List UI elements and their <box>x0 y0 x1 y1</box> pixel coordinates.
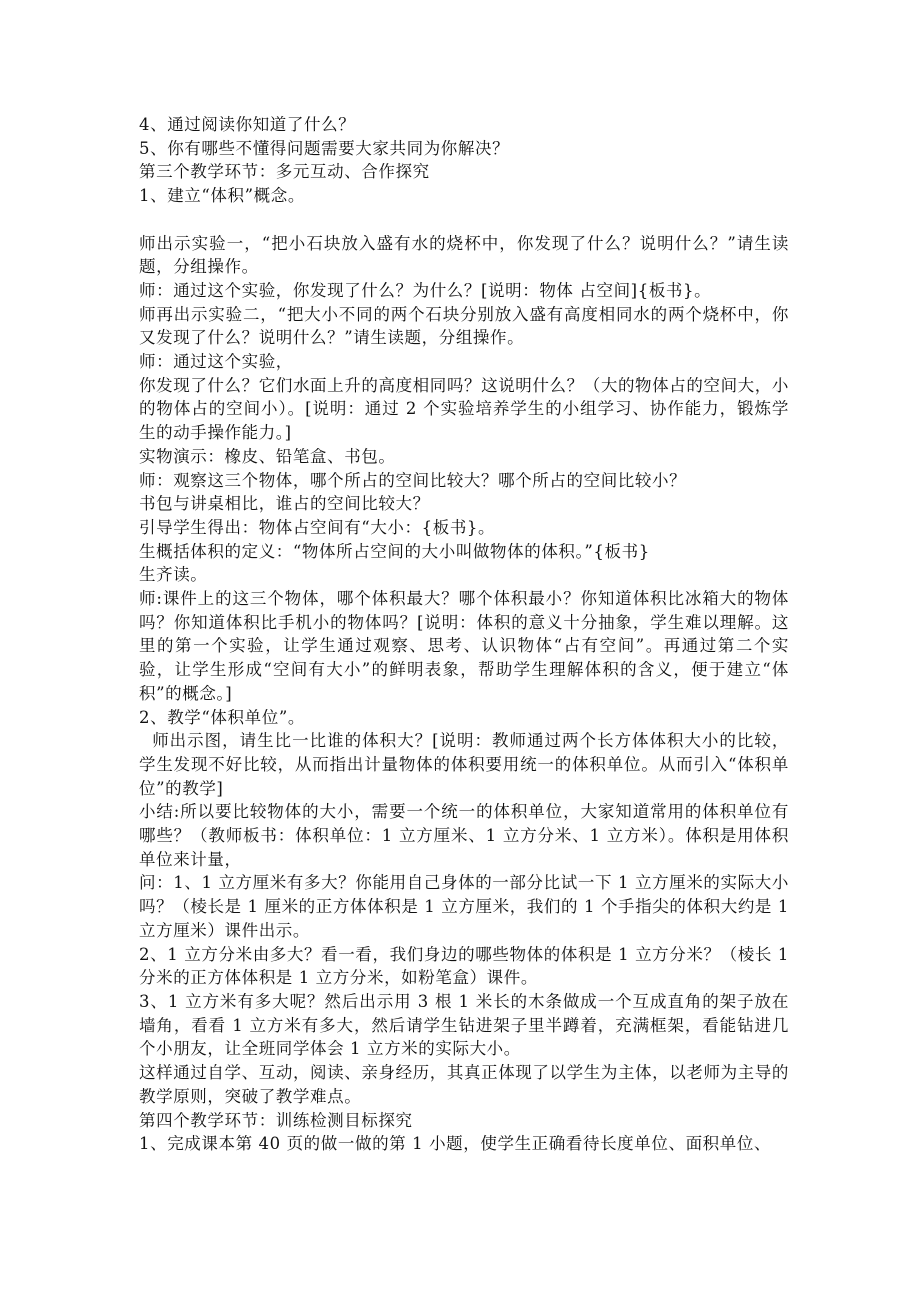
paragraph: 师：通过这个实验， <box>139 352 293 372</box>
paragraph: 师:课件上的这三个物体，哪个体积最大？哪个体积最小？你知道体积比冰箱大的物体吗？你知道体积比手机小的物体吗？[说明：体积的意义十分抽象，学生难以理解。这里的第一个实验，让学生通过观察、思考、认识物体“占有空间”。再通过第二个实验，让学生形成“空间有大小”的鲜明表象，帮助学生理解体积的含义，便于建立“体积”的概念。] <box>139 589 789 703</box>
paragraph: 第四个教学环节：训练检测目标探究 <box>139 1110 413 1130</box>
paragraph: 生齐读。 <box>139 565 208 585</box>
paragraph: 1、建立“体积”概念。 <box>139 186 305 206</box>
paragraph: 师：观察这三个物体，哪个所占的空间比较大？哪个所占的空间比较小？ <box>139 470 687 490</box>
paragraph: 这样通过自学、互动，阅读、亲身经历，其真正体现了以学生为主体，以老师为主导的教学原则，突破了教学难点。 <box>139 1063 789 1106</box>
paragraph: 引导学生得出：物体占空间有“大小：{板书}。 <box>139 517 496 537</box>
paragraph: 第三个教学环节：多元互动、合作探究 <box>139 162 430 182</box>
paragraph: 师：通过这个实验，你发现了什么？为什么？[说明：物体 占空间]{板书}。 <box>139 280 712 300</box>
paragraph: 3、1 立方米有多大呢？然后出示用 3 根 1 米长的木条做成一个互成直角的架子放在墙角，看看 1 立方米有多大，然后请学生钻进架子里半蹲着，充满框架，看能钻进几个小朋友，让全班同学体会 1 立方米的实际大小。 <box>139 992 789 1059</box>
paragraph: 小结:所以要比较物体的大小，需要一个统一的体积单位，大家知道常用的体积单位有哪些？（教师板书：体积单位：1 立方厘米、1 立方分米、1 立方米）。体积是用体积单位来计量， <box>139 802 789 869</box>
paragraph: 2、1 立方分米由多大？看一看，我们身边的哪些物体的体积是 1 立方分米？（棱长 1 分米的正方体体积是 1 立方分米，如粉笔盒）课件。 <box>139 944 789 988</box>
paragraph: 问：1、1 立方厘米有多大？你能用自己身体的一部分比试一下 1 立方厘米的实际大小吗？（棱长是 1 厘米的正方体体积是 1 立方厘米，我们的 1 个手指尖的体积大约是 1 立方厘米）课件出示。 <box>139 873 789 940</box>
paragraph: 书包与讲桌相比，谁占的空间比较大？ <box>139 494 430 514</box>
paragraph: 你发现了什么？它们水面上升的高度相同吗？这说明什么？（大的物体占的空间大，小的物体占的空间小）。[说明：通过 2 个实验培养学生的小组学习、协作能力，锻炼学生的动手操作能力。] <box>139 375 789 443</box>
paragraph: 生概括体积的定义：“物体所占空间的大小叫做物体的体积。”{板书} <box>139 541 650 561</box>
paragraph: 2、教学“体积单位”。 <box>139 707 305 727</box>
paragraph <box>139 208 789 232</box>
paragraph: 5、你有哪些不懂得问题需要大家共同为你解决？ <box>139 138 510 158</box>
paragraph: 实物演示：橡皮、铅笔盒、书包。 <box>139 446 396 466</box>
paragraph: 师出示实验一，“把小石块放入盛有水的烧杯中，你发现了什么？说明什么？”请生读题，分组操作。 <box>139 233 789 277</box>
document-body <box>139 113 789 1156</box>
paragraph: 1、完成课本第 40 页的做一做的第 1 小题，使学生正确看待长度单位、面积单位、 <box>139 1134 772 1154</box>
paragraph: 师出示图，请生比一比谁的体积大？[说明：教师通过两个长方体体积大小的比较，学生发现不好比较，从而指出计量物体的体积要用统一的体积单位。从而引入“体积单位”的教学] <box>139 731 789 798</box>
paragraph: 4、通过阅读你知道了什么？ <box>139 115 356 134</box>
paragraph: 师再出示实验二，“把大小不同的两个石块分别放入盛有高度相同水的两个烧杯中，你又发现了什么？说明什么？”请生读题，分组操作。 <box>139 304 789 348</box>
